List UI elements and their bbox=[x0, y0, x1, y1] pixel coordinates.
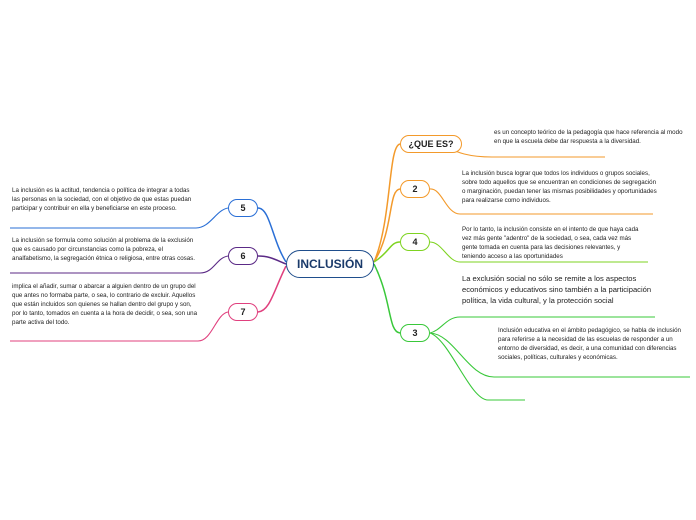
text-2: La inclusión busca lograr que todos los individuos o grupos sociales, sobre todo aquellos que se encuentran en condiciones de segregación o marginación, puedan tener las mismas posibilidades y oportunidades para realizarse como individuos. bbox=[462, 170, 657, 204]
text-4: Por lo tanto, la inclusión consiste en el intento de que haya cada vez más gente "adentro" de la sociedad, o sea, cada vez más gente tomada en cuenta para las decisiones relevantes, y teniendo acceso a las oportunidades bbox=[462, 226, 639, 260]
branch-5[interactable] bbox=[228, 199, 258, 217]
text-7: implica el añadir, sumar o abarcar a alguien dentro de un grupo del que antes no formaba parte, o sea, lo contrario de excluir. Aquellos que están incluidos son quienes se hallan dentro del grupo y son, por lo tanto, tomados en cuenta a la hora de decidir, o sea, son una parte activa del todo. bbox=[12, 283, 198, 326]
branch-3[interactable] bbox=[400, 324, 430, 342]
branch-4-label: 4 bbox=[412, 237, 418, 247]
text-6: La inclusión se formula como solución al problema de la exclusión que es causado por circunstancias como la pobreza, el analfabetismo, la segregación étnica o religiosa, entre otras cosas. bbox=[12, 237, 195, 262]
branch-6[interactable] bbox=[228, 247, 258, 265]
branch-7-label: 7 bbox=[240, 307, 246, 317]
text-3-child: Inclusión educativa en el ámbito pedagógico, se habla de inclusión para referirse a la necesidad de las escuelas de responder a un entorno de diversidad, es decir, a una comunidad con diferencias sociales, políticas, culturales y económicas. bbox=[498, 327, 681, 361]
text-5: La inclusión es la actitud, tendencia o política de integrar a todas las personas en la sociedad, con el objetivo de que estas puedan participar y contribuir en ella y beneficiarse en este proceso. bbox=[12, 187, 192, 212]
branch-6-label: 6 bbox=[240, 251, 246, 261]
branch-3-label: 3 bbox=[412, 328, 418, 338]
branch-2[interactable] bbox=[400, 180, 430, 198]
text-3: La exclusión social no sólo se remite a los aspectos económicos y educativos sino también a la participación política, la vida cultural, y la protección social bbox=[462, 274, 652, 305]
central-topic[interactable] bbox=[286, 250, 374, 278]
branch-que-es-label: ¿QUE ES? bbox=[408, 139, 454, 149]
central-topic-label: INCLUSIÓN bbox=[297, 257, 363, 271]
branch-7[interactable] bbox=[228, 303, 258, 321]
branch-2-label: 2 bbox=[412, 184, 418, 194]
branch-4[interactable] bbox=[400, 233, 430, 251]
branch-que-es[interactable] bbox=[400, 135, 462, 153]
branch-5-label: 5 bbox=[240, 203, 246, 213]
text-que-es: es un concepto teórico de la pedagogía que hace referencia al modo en que la escuela debe dar respuesta a la diversidad. bbox=[494, 129, 683, 145]
